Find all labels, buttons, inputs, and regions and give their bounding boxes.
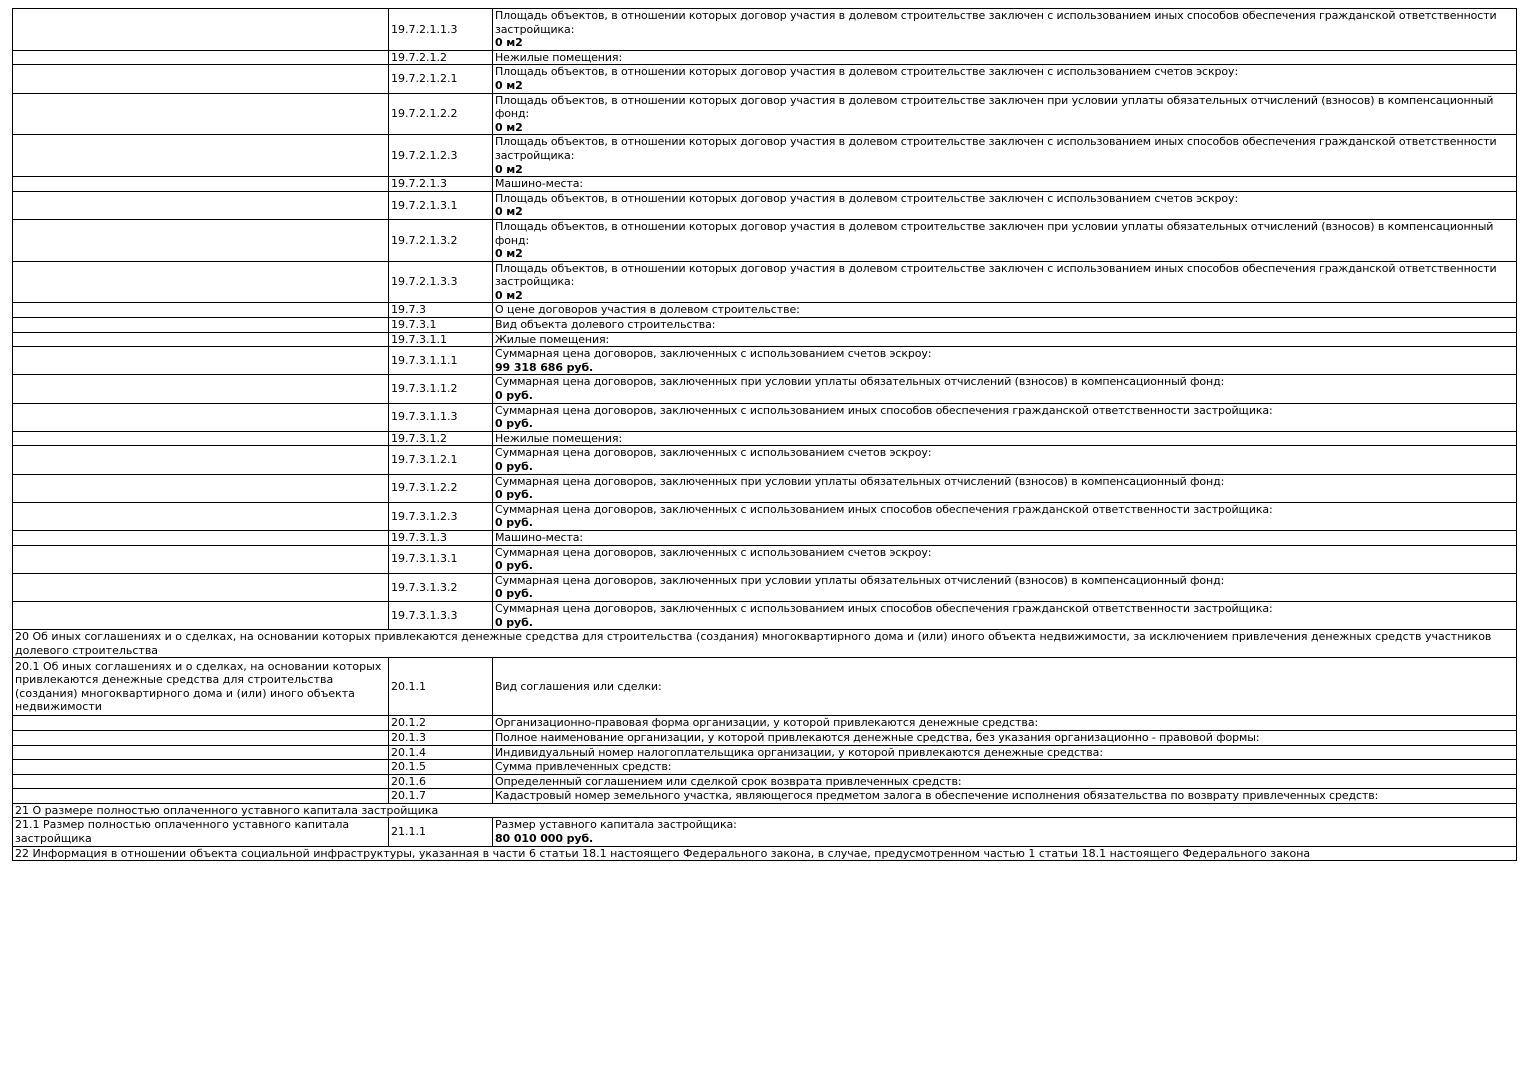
row-value: 0 руб. [495,587,533,601]
section-20-header: 20 Об иных соглашениях и о сделках, на основании которых привлекаются денежные средства для строительства (создания) многоквартирного дома и (или) иного объекта недвижимости, за исключением привлечения денежных средств участников долевого строительства [13,630,1517,658]
row-description [493,774,1517,789]
table-row [13,730,1517,745]
row-description [493,375,1517,403]
row-value: 0 м2 [495,205,523,219]
row-description [493,403,1517,431]
row-description [493,545,1517,573]
row-text: Площадь объектов, в отношении которых договор участия в долевом строительстве заключен при условии уплаты обязательных отчислений (взносов) в компенсационный фонд: [495,93,1494,121]
row-description [493,760,1517,775]
section-21 [13,803,1517,846]
row-text: Суммарная цена договоров, заключенных при условии уплаты обязательных отчислений (взносов) в компенсационный фонд: [495,375,1225,389]
table-row [13,760,1517,775]
row-code: 20.1.2 [389,716,493,731]
row-description [493,431,1517,446]
row-text: Индивидуальный номер налогоплательщика организации, у которой привлекаются денежные средства: [495,745,1103,759]
row-text: Определенный соглашением или сделкой срок возврата привлеченных средств: [495,774,962,788]
row-code: 19.7.3.1.3.1 [389,545,493,573]
row-code: 20.1.3 [389,730,493,745]
table-row [13,601,1517,629]
subsection-21-1-label: 21.1 Размер полностью оплаченного уставного капитала застройщика [13,818,389,846]
row-label-empty [13,9,389,51]
row-text: Суммарная цена договоров, заключенных с использованием счетов эскроу: [495,347,932,361]
row-code: 19.7.2.1.3.2 [389,219,493,261]
row-value: 80 010 000 руб. [495,832,594,846]
row-text: Жилые помещения: [495,332,610,346]
table-row [13,545,1517,573]
row-text: Нежилые помещения: [495,50,623,64]
table-row [13,818,1517,846]
row-description [493,347,1517,375]
section-22 [13,846,1517,861]
row-description [493,50,1517,65]
row-code: 20.1.1 [389,658,493,716]
row-description [493,65,1517,93]
row-text: Кадастровый номер земельного участка, являющегося предметом залога в обеспечение исполнения обязательства по возврату привлеченных средств: [495,789,1379,803]
row-value: 0 руб. [495,488,533,502]
row-description [493,745,1517,760]
row-value: 0 руб. [495,615,533,629]
row-label-empty [13,261,389,303]
row-value: 0 руб. [495,559,533,573]
table-row [13,50,1517,65]
row-text: Машино-места: [495,177,584,191]
row-code: 19.7.3 [389,303,493,318]
table-row [13,716,1517,731]
table-row [13,446,1517,474]
row-code: 19.7.2.1.2.3 [389,135,493,177]
row-code: 19.7.2.1.3 [389,177,493,192]
table-row [13,789,1517,804]
row-description [493,716,1517,731]
subsection-20-1-label: 20.1 Об иных соглашениях и о сделках, на основании которых привлекаются денежные средства для строительства (создания) многоквартирного дома и (или) иного объекта недвижимости [13,658,389,716]
table-row [13,219,1517,261]
table-row [13,177,1517,192]
row-code: 19.7.3.1.1.3 [389,403,493,431]
row-label-empty [13,545,389,573]
row-text: Машино-места: [495,530,584,544]
row-code: 19.7.2.1.2.2 [389,93,493,135]
row-value: 0 м2 [495,247,523,261]
row-label-empty [13,332,389,347]
section-20-rows [13,716,1517,804]
row-label-empty [13,774,389,789]
row-label-empty [13,530,389,545]
row-label-empty [13,745,389,760]
table-row [13,403,1517,431]
row-label-empty [13,50,389,65]
row-label-empty [13,93,389,135]
row-description [493,177,1517,192]
row-text: Площадь объектов, в отношении которых договор участия в долевом строительстве заключен при условии уплаты обязательных отчислений (взносов) в компенсационный фонд: [495,219,1494,247]
row-value: 0 м2 [495,36,523,50]
row-description [493,474,1517,502]
row-code: 19.7.2.1.3.3 [389,261,493,303]
row-description: Вид соглашения или сделки: [493,658,1517,716]
row-label-empty [13,318,389,333]
table-row [13,502,1517,530]
table-row [13,745,1517,760]
row-text: Суммарная цена договоров, заключенных при условии уплаты обязательных отчислений (взносов) в компенсационный фонд: [495,573,1225,587]
row-label-empty [13,474,389,502]
row-description [493,530,1517,545]
row-label-empty [13,502,389,530]
row-text: Суммарная цена договоров, заключенных с использованием иных способов обеспечения гражданской ответственности застройщика: [495,502,1273,516]
row-text: Суммарная цена договоров, заключенных с использованием иных способов обеспечения гражданской ответственности застройщика: [495,403,1273,417]
row-description [493,219,1517,261]
table-row [13,573,1517,601]
row-label-empty [13,446,389,474]
row-code: 19.7.3.1.3.2 [389,573,493,601]
row-text: Площадь объектов, в отношении которых договор участия в долевом строительстве заключен с использованием иных способов обеспечения гражданской ответственности застройщика: [495,261,1497,289]
row-value: 0 руб. [495,460,533,473]
table-row [13,332,1517,347]
row-code: 19.7.3.1.2 [389,431,493,446]
row-text: Площадь объектов, в отношении которых договор участия в долевом строительстве заключен с использованием счетов эскроу: [495,191,1239,205]
row-code: 19.7.2.1.2 [389,50,493,65]
row-description [493,789,1517,804]
row-label-empty [13,730,389,745]
row-description [493,261,1517,303]
section-21-header: 21 О размере полностью оплаченного уставного капитала застройщика [13,803,1517,818]
table-row [13,347,1517,375]
row-text: Суммарная цена договоров, заключенных с использованием счетов эскроу: [495,446,932,460]
row-description [493,93,1517,135]
row-description [493,502,1517,530]
row-label-empty [13,375,389,403]
row-text: О цене договоров участия в долевом строительстве: [495,303,800,317]
section-header-row [13,846,1517,861]
disclosure-table [12,8,1517,861]
row-label-empty [13,716,389,731]
row-description [493,303,1517,318]
row-code: 19.7.3.1.1.2 [389,375,493,403]
row-description [493,9,1517,51]
table-row [13,191,1517,219]
row-code: 20.1.4 [389,745,493,760]
table-row [13,303,1517,318]
row-description [493,191,1517,219]
row-code: 19.7.3.1.3 [389,530,493,545]
section-20 [13,630,1517,716]
table-row [13,9,1517,51]
row-code: 19.7.3.1.2.3 [389,502,493,530]
section-header-row [13,803,1517,818]
row-description [493,446,1517,474]
row-label-empty [13,347,389,375]
row-text: Суммарная цена договоров, заключенных с использованием счетов эскроу: [495,545,932,559]
row-label-empty [13,219,389,261]
row-value: 0 руб. [495,417,533,431]
row-value: 0 руб. [495,516,533,530]
row-text: Размер уставного капитала застройщика: [495,818,737,832]
table-row [13,474,1517,502]
row-label-empty [13,601,389,629]
table-row [13,93,1517,135]
row-code: 19.7.2.1.3.1 [389,191,493,219]
section-22-header: 22 Информация в отношении объекта социальной инфраструктуры, указанная в части 6 статьи 18.1 настоящего Федерального закона, в случае, предусмотренном частью 1 статьи 18.1 настоящего Федерального закона [13,846,1517,861]
row-text: Сумма привлеченных средств: [495,760,672,774]
table-row [13,318,1517,333]
row-code: 19.7.3.1.3.3 [389,601,493,629]
table-row [13,431,1517,446]
row-label-empty [13,191,389,219]
row-code: 19.7.3.1.2.1 [389,446,493,474]
row-text: Нежилые помещения: [495,431,623,445]
row-text: Суммарная цена договоров, заключенных с использованием иных способов обеспечения гражданской ответственности застройщика: [495,601,1273,615]
row-description [493,730,1517,745]
section-19-rows [13,9,1517,630]
table-row [13,658,1517,716]
row-value: 0 м2 [495,120,523,134]
row-description [493,318,1517,333]
row-code: 20.1.6 [389,774,493,789]
row-label-empty [13,573,389,601]
row-label-empty [13,789,389,804]
row-text: Площадь объектов, в отношении которых договор участия в долевом строительстве заключен с использованием счетов эскроу: [495,65,1239,79]
row-description [493,601,1517,629]
row-text: Площадь объектов, в отношении которых договор участия в долевом строительстве заключен с использованием иных способов обеспечения гражданской ответственности застройщика: [495,135,1497,162]
row-value: 0 м2 [495,162,523,176]
row-value: 0 м2 [495,78,523,92]
row-label-empty [13,65,389,93]
row-text: Суммарная цена договоров, заключенных при условии уплаты обязательных отчислений (взносов) в компенсационный фонд: [495,474,1225,488]
row-code: 19.7.2.1.1.3 [389,9,493,51]
row-code: 19.7.2.1.2.1 [389,65,493,93]
row-value: 99 318 686 руб. [495,360,594,374]
table-row [13,774,1517,789]
row-label-empty [13,431,389,446]
row-description [493,332,1517,347]
table-row [13,375,1517,403]
row-value: 0 руб. [495,389,533,403]
row-text: Полное наименование организации, у которой привлекаются денежные средства, без указания организационно - правовой формы: [495,730,1260,744]
row-label-empty [13,135,389,177]
row-description [493,573,1517,601]
row-code: 20.1.7 [389,789,493,804]
table-row [13,135,1517,177]
row-description [493,135,1517,177]
row-value: 0 м2 [495,288,523,302]
row-code: 19.7.3.1.1.1 [389,347,493,375]
section-header-row [13,630,1517,658]
row-description [493,818,1517,846]
row-label-empty [13,403,389,431]
table-row [13,530,1517,545]
row-label-empty [13,177,389,192]
row-label-empty [13,760,389,775]
row-code: 21.1.1 [389,818,493,846]
row-code: 19.7.3.1 [389,318,493,333]
row-label-empty [13,303,389,318]
row-text: Организационно-правовая форма организации, у которой привлекаются денежные средства: [495,716,1039,730]
row-code: 20.1.5 [389,760,493,775]
row-code: 19.7.3.1.2.2 [389,474,493,502]
row-text: Вид объекта долевого строительства: [495,318,716,332]
table-row [13,65,1517,93]
row-code: 19.7.3.1.1 [389,332,493,347]
table-row [13,261,1517,303]
row-text: Площадь объектов, в отношении которых договор участия в долевом строительстве заключен с использованием иных способов обеспечения гражданской ответственности застройщика: [495,9,1497,36]
